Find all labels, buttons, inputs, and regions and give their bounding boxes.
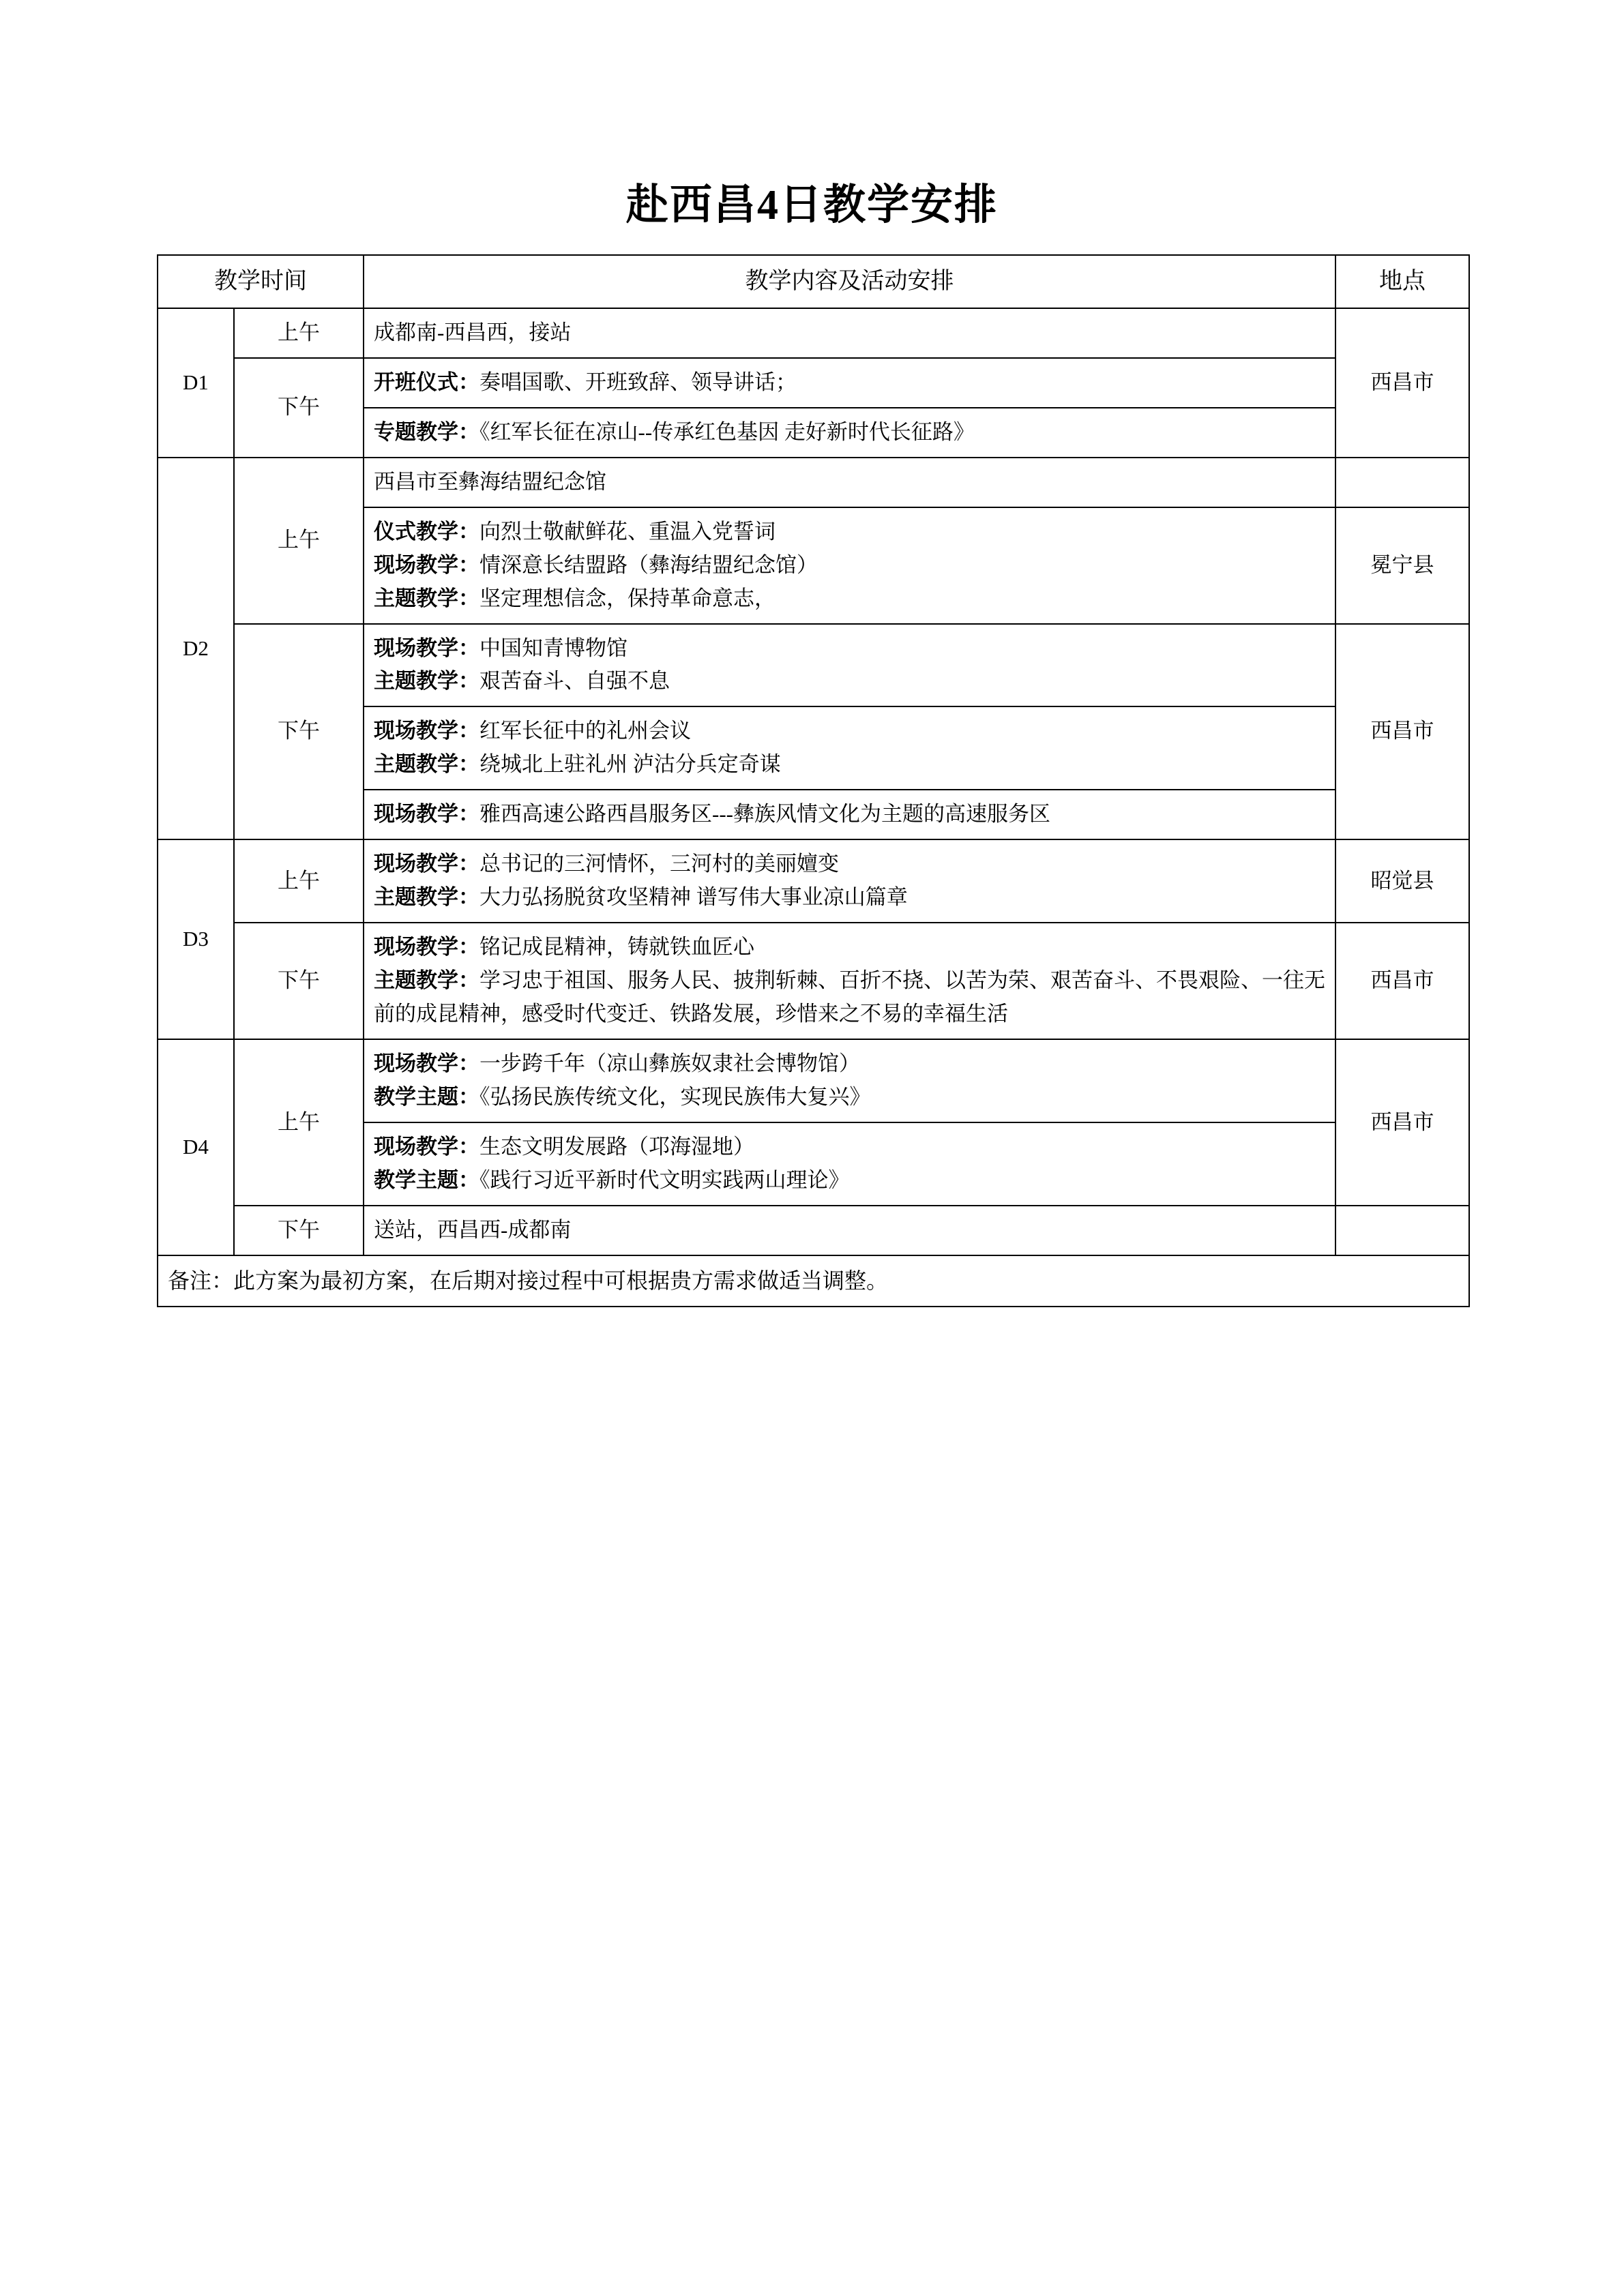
activity-prefix: 现场教学：: [374, 852, 479, 876]
activity-prefix: 主题教学：: [374, 885, 479, 910]
activity-prefix: 现场教学：: [374, 935, 479, 959]
schedule-table: [157, 254, 1470, 1307]
activity-line: 送站，西昌西-成都南: [374, 1218, 572, 1242]
table-row: [158, 1039, 1469, 1122]
activity-prefix: 仪式教学：: [374, 519, 479, 543]
activity-line: [374, 582, 1325, 616]
day-label-d2: D2: [158, 458, 234, 840]
table-row: [158, 839, 1469, 923]
table-row: [158, 1206, 1469, 1255]
activity-text: 学习忠于祖国、服务人民、披荆斩棘、百折不挠、以苦为荣、艰苦奋斗、不畏艰险、一往无前的成昆精神，感受时代变迁、铁路发展，珍惜来之不易的幸福生活: [374, 968, 1325, 1026]
activity-text: 一步跨千年（凉山彝族奴隶社会博物馆）: [479, 1052, 860, 1076]
activity-line: [374, 1164, 1325, 1197]
activity-line: [374, 715, 1325, 748]
header-time: 教学时间: [158, 255, 364, 308]
activity-line: [374, 1131, 1325, 1164]
activity-text: 奏唱国歌、开班致辞、领导讲话；: [479, 370, 797, 394]
activity-text: 情深意长结盟路（彝海结盟纪念馆）: [479, 552, 818, 577]
activity-line: [374, 848, 1325, 881]
place-cell: 西昌市: [1335, 624, 1469, 840]
activity-prefix: 现场教学：: [374, 802, 479, 826]
activity-cell: [364, 308, 1335, 358]
table-row: [158, 624, 1469, 707]
header-content: 教学内容及活动安排: [364, 255, 1335, 308]
note-text: 备注：此方案为最初方案，在后期对接过程中可根据贵方需求做适当调整。: [158, 1255, 1469, 1307]
activity-cell: [364, 358, 1335, 408]
activity-text: 《践行习近平新时代文明实践两山理论》: [479, 1168, 850, 1193]
half-label-pm: 下午: [234, 358, 364, 458]
activity-line: [374, 366, 1325, 400]
activity-prefix: 主题教学：: [374, 968, 479, 993]
table-row: [158, 308, 1469, 358]
activity-text: 艰苦奋斗、自强不息: [479, 669, 670, 694]
activity-line: [374, 416, 1325, 449]
activity-text: 大力弘扬脱贫攻坚精神 谱写伟大事业凉山篇章: [479, 885, 908, 910]
activity-prefix: 开班仪式：: [374, 370, 479, 394]
place-cell: 西昌市: [1335, 308, 1469, 458]
activity-prefix: 主题教学：: [374, 752, 479, 777]
place-cell: 昭觉县: [1335, 839, 1469, 923]
activity-text: 向烈士敬献鲜花、重温入党誓词: [479, 519, 776, 543]
activity-cell: [364, 839, 1335, 923]
place-cell-empty: [1335, 1206, 1469, 1255]
table-note-row: [158, 1255, 1469, 1307]
table-header-row: [158, 255, 1469, 308]
half-label-pm: 下午: [234, 624, 364, 840]
page-title: 赴西昌4日教学安排: [625, 182, 998, 228]
activity-cell: [364, 408, 1335, 458]
activity-text: 铭记成昆精神，铸就铁血匠心: [479, 935, 754, 959]
activity-text: 坚定理想信念，保持革命意志，: [479, 586, 776, 610]
activity-cell: [364, 1122, 1335, 1206]
activity-cell: [364, 790, 1335, 839]
activity-text: 绕城北上驻礼州 泸沽分兵定奇谋: [479, 752, 781, 777]
activity-line: [374, 632, 1325, 666]
activity-cell: [364, 624, 1335, 707]
activity-cell: [364, 1039, 1335, 1122]
activity-prefix: 专题教学：: [374, 419, 479, 444]
activity-prefix: 教学主题：: [374, 1168, 479, 1193]
activity-line: [374, 964, 1325, 1031]
activity-prefix: 主题教学：: [374, 586, 479, 610]
activity-text: 《红军长征在凉山--传承红色基因 走好新时代长征路》: [479, 419, 975, 444]
activity-line: [374, 549, 1325, 582]
day-label-d3: D3: [158, 839, 234, 1039]
table-row: [158, 923, 1469, 1039]
half-label-pm: 下午: [234, 923, 364, 1039]
activity-line: [374, 931, 1325, 964]
table-row: [158, 358, 1469, 408]
activity-prefix: 现场教学：: [374, 719, 479, 743]
activity-text: 雅西高速公路西昌服务区---彝族风情文化为主题的高速服务区: [479, 802, 1050, 826]
table-row: [158, 458, 1469, 507]
header-place: 地点: [1335, 255, 1469, 308]
activity-prefix: 现场教学：: [374, 1135, 479, 1159]
activity-cell: [364, 923, 1335, 1039]
activity-line: 西昌市至彝海结盟纪念馆: [374, 469, 606, 494]
activity-prefix: 主题教学：: [374, 669, 479, 694]
day-label-d4: D4: [158, 1039, 234, 1255]
activity-prefix: 现场教学：: [374, 552, 479, 577]
activity-line: [374, 665, 1325, 698]
activity-prefix: 教学主题：: [374, 1085, 479, 1109]
activity-cell: [364, 458, 1335, 507]
half-label-am: 上午: [234, 839, 364, 923]
activity-line: [374, 798, 1325, 831]
activity-line: 成都南-西昌西，接站: [374, 320, 572, 344]
activity-line: [374, 516, 1325, 549]
activity-text: 中国知青博物馆: [479, 636, 628, 660]
place-cell: 冕宁县: [1335, 507, 1469, 624]
activity-text: 红军长征中的礼州会议: [479, 719, 691, 743]
activity-line: [374, 748, 1325, 781]
activity-cell: [364, 1206, 1335, 1255]
activity-cell: [364, 507, 1335, 624]
place-cell: 西昌市: [1335, 1039, 1469, 1206]
activity-line: [374, 881, 1325, 914]
activity-text: 《弘扬民族传统文化，实现民族伟大复兴》: [479, 1085, 871, 1109]
activity-line: [374, 1047, 1325, 1081]
activity-text: 总书记的三河情怀，三河村的美丽嬗变: [479, 852, 839, 876]
activity-text: 生态文明发展路（邛海湿地）: [479, 1135, 754, 1159]
half-label-pm: 下午: [234, 1206, 364, 1255]
half-label-am: 上午: [234, 1039, 364, 1206]
activity-cell: [364, 706, 1335, 790]
half-label-am: 上午: [234, 308, 364, 358]
activity-prefix: 现场教学：: [374, 636, 479, 660]
activity-line: [374, 1081, 1325, 1114]
place-cell-empty: [1335, 458, 1469, 507]
half-label-am: 上午: [234, 458, 364, 624]
activity-prefix: 现场教学：: [374, 1052, 479, 1076]
place-cell: 西昌市: [1335, 923, 1469, 1039]
day-label-d1: D1: [158, 308, 234, 458]
